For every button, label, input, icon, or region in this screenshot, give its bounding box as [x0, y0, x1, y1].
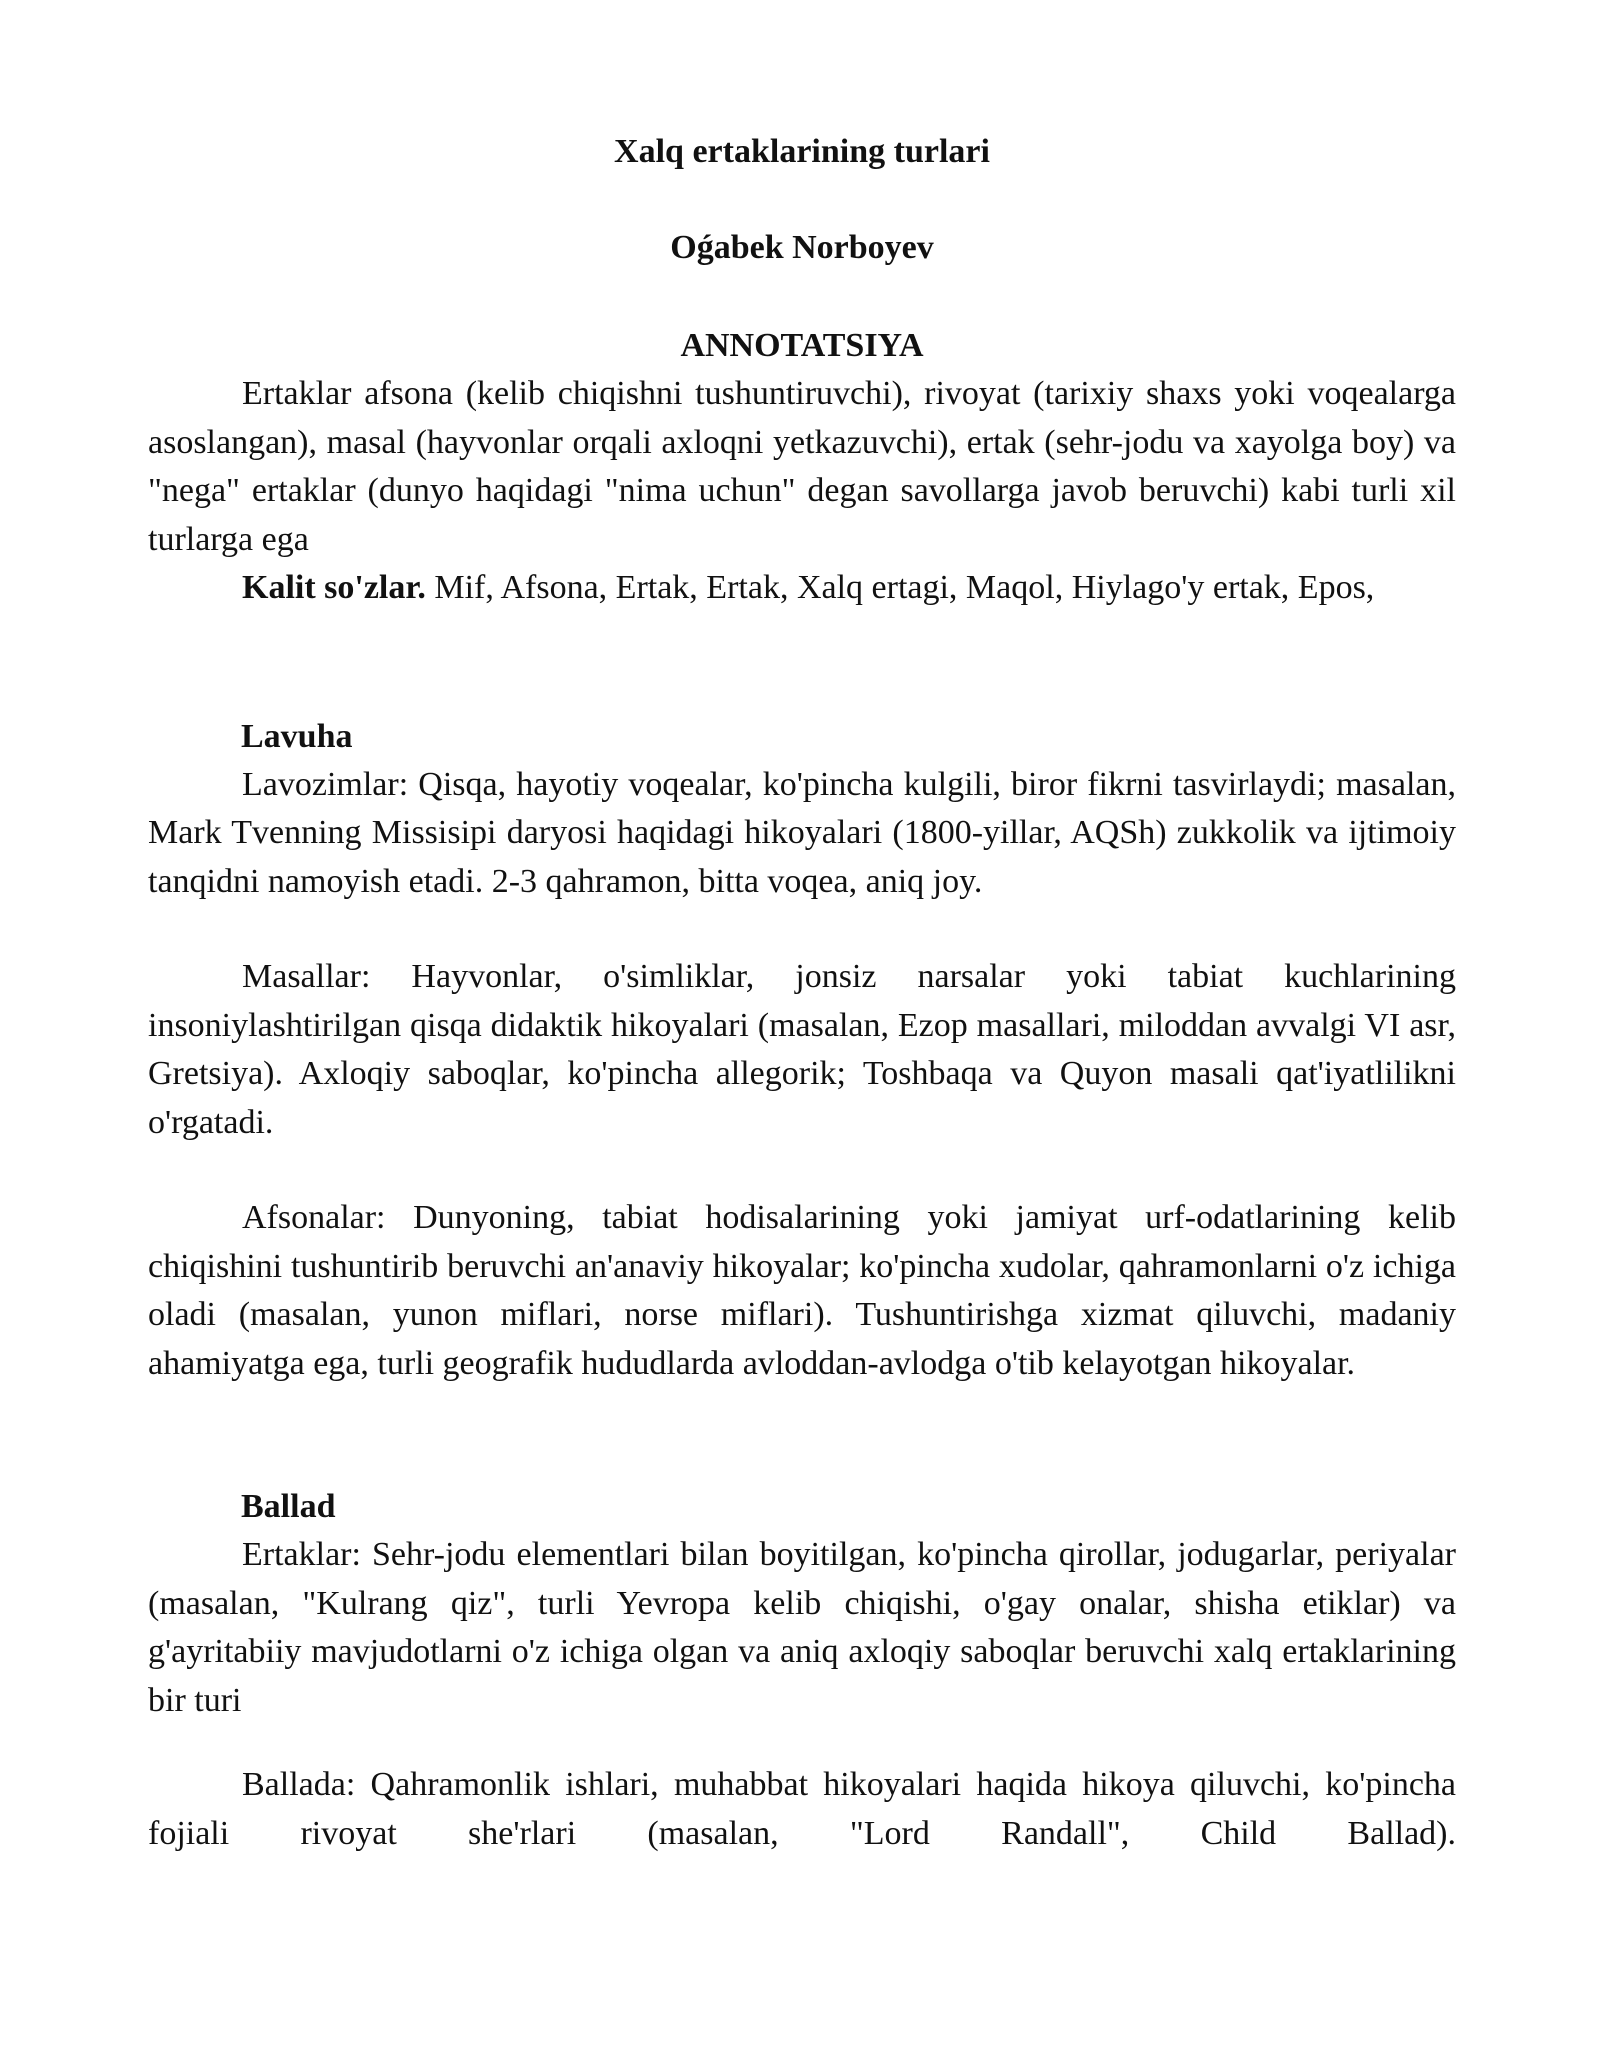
paragraph-ertaklar: Ertaklar: Sehr-jodu elementlari bilan boyitilgan, ko'pincha qirollar, jodugarlar, periyalar (masalan, "Kulrang qiz", turli Yevropa kelib chiqishi, o'gay onalar, shisha etiklar) va g'ayritabiiy mavjudotlarni o'z ichiga olgan va aniq axloqiy saboqlar beruvchi xalq ertaklarining bir turi — [148, 1536, 1456, 1719]
paragraph-lavozimlar: Lavozimlar: Qisqa, hayotiy voqealar, ko'pincha kulgili, biror fikrni tasvirlaydi; masalan, Mark Tvenning Missisipi daryosi haqidagi hikoyalari (1800-yillar, AQSh) zukkolik va ijtimoiy tanqidni namoyish etadi. 2-3 qahramon, bitta voqea, aniq joy. — [148, 765, 1456, 900]
paragraph-afsonalar: Afsonalar: Dunyoning, tabiat hodisalarining yoki jamiyat urf-odatlarining kelib chiqishini tushuntirib beruvchi an'anaviy hikoyalar; ko'pincha xudolar, qahramonlarni o'z ichiga oladi (masalan, yunon miflari, norse miflari). Tushuntirishga xizmat qiluvchi, madaniy ahamiyatga ega, turli geografik hududlarda avloddan-avlodga o'tib kelayotgan hikoyalar. — [148, 1199, 1456, 1382]
document-page — [148, 128, 1456, 1858]
section-heading-lavuha: Lavuha — [241, 717, 353, 755]
spacer — [148, 613, 1456, 713]
spacer — [148, 1388, 1456, 1483]
paragraph-masallar: Masallar: Hayvonlar, o'simliklar, jonsiz narsalar yoki tabiat kuchlarining insoniylashtirilgan qisqa didaktik hikoyalari (masalan, Ezop masallari, miloddan avvalgi VI asr, Gretsiya). Axloqiy saboqlar, ko'pincha allegorik; Toshbaqa va Quyon masali qat'iyatlilikni o'rgatadi. — [148, 958, 1456, 1141]
paragraph-ballada: Ballada: Qahramonlik ishlari, muhabbat hikoyalari haqida hikoya qiluvchi, ko'pincha fojiali rivoyat she'rlari (masalan, "Lord Randall", Child Ballad). — [148, 1766, 1456, 1852]
annotation-paragraph: Ertaklar afsona (kelib chiqishni tushuntiruvchi), rivoyat (tarixiy shaxs yoki voqealarga asoslangan), masal (hayvonlar orqali axloqni yetkazuvchi), ertak (sehr-jodu va xayolga boy) va "nega" ertaklar (dunyo haqidagi "nima uchun" degan savollarga javob beruvchi) kabi turli xil turlarga ega — [148, 375, 1456, 558]
keywords-paragraph — [148, 564, 1456, 613]
spacer — [148, 1147, 1456, 1194]
spacer — [148, 1725, 1456, 1761]
document-title: Xalq ertaklarining turlari — [614, 133, 990, 170]
document-author: Oǵabek Norboyev — [670, 229, 934, 266]
keywords-text: Mif, Afsona, Ertak, Ertak, Xalq ertagi, Maqol, Hiylago'y ertak, Epos, — [425, 569, 1375, 606]
section-heading-ballad: Ballad — [241, 1488, 336, 1525]
keywords-label: Kalit so'zlar. — [242, 569, 426, 606]
annotation-heading: ANNOTATSIYA — [680, 327, 924, 364]
spacer — [148, 906, 1456, 953]
